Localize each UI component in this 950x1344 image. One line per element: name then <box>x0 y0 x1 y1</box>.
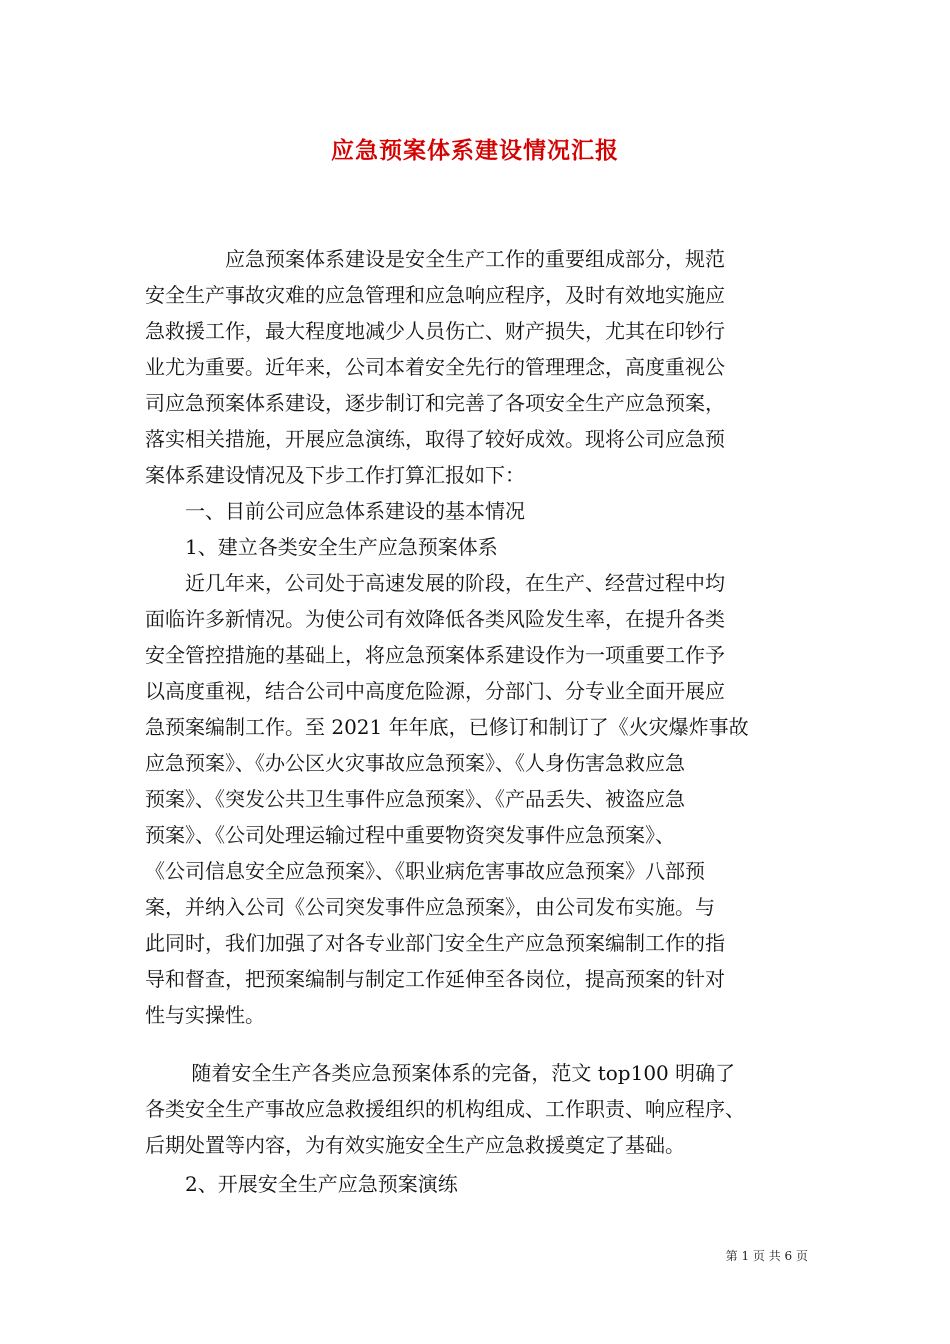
document-title: 应急预案体系建设情况汇报 <box>331 137 619 164</box>
body-line: 近几年来，公司处于高速发展的阶段，在生产、经营过程中均 <box>145 571 725 595</box>
body-line: 导和督查，把预案编制与制定工作延伸至各岗位，提高预案的针对 <box>145 967 725 991</box>
body-line: 案，并纳入公司《公司突发事件应急预案》，由公司发布实施。与 <box>145 895 715 919</box>
body-line: 预案》、《突发公共卫生事件应急预案》、《产品丢失、被盗应急 <box>145 787 685 811</box>
body-line: 急救援工作，最大程度地减少人员伤亡、财产损失，尤其在印钞行 <box>145 319 725 343</box>
body-line: 业尤为重要。近年来，公司本着安全先行的管理理念，高度重视公 <box>145 355 725 379</box>
subsection-heading: 1、建立各类安全生产应急预案体系 <box>145 535 498 559</box>
section-heading: 一、目前公司应急体系建设的基本情况 <box>145 499 525 523</box>
body-line: 落实相关措施，开展应急演练，取得了较好成效。现将公司应急预 <box>145 427 725 451</box>
body-line: 预案》、《公司处理运输过程中重要物资突发事件应急预案》、 <box>145 823 675 847</box>
body-line: 司应急预案体系建设，逐步制订和完善了各项安全生产应急预案， <box>145 391 725 415</box>
body-line: 后期处置等内容，为有效实施安全生产应急救援奠定了基础。 <box>145 1133 685 1157</box>
body-line: 《公司信息安全应急预案》、《职业病危害事故应急预案》八部预 <box>145 859 705 883</box>
body-line: 面临许多新情况。为使公司有效降低各类风险发生率，在提升各类 <box>145 607 725 631</box>
body-line: 此同时，我们加强了对各专业部门安全生产应急预案编制工作的指 <box>145 931 725 955</box>
body-line: 随着安全生产各类应急预案体系的完备，范文 top100 明确了 <box>145 1061 736 1085</box>
body-line: 应急预案体系建设是安全生产工作的重要组成部分，规范 <box>145 247 725 271</box>
body-line: 急预案编制工作。至 2021 年年底，已修订和制订了《火灾爆炸事故 <box>145 715 749 739</box>
body-line: 安全管控措施的基础上，将应急预案体系建设作为一项重要工作予 <box>145 643 725 667</box>
page-number: 第 1 页 共 6 页 <box>725 1249 808 1263</box>
body-line: 以高度重视，结合公司中高度危险源，分部门、分专业全面开展应 <box>145 679 725 703</box>
subsection-heading: 2、开展安全生产应急预案演练 <box>145 1172 458 1196</box>
body-line: 案体系建设情况及下步工作打算汇报如下： <box>145 463 525 487</box>
body-line: 安全生产事故灾难的应急管理和应急响应程序，及时有效地实施应 <box>145 283 725 307</box>
body-line: 性与实操性。 <box>145 1003 265 1027</box>
body-line: 应急预案》、《办公区火灾事故应急预案》、《人身伤害急救应急 <box>145 751 685 775</box>
body-line: 各类安全生产事故应急救援组织的机构组成、工作职责、响应程序、 <box>145 1097 745 1121</box>
